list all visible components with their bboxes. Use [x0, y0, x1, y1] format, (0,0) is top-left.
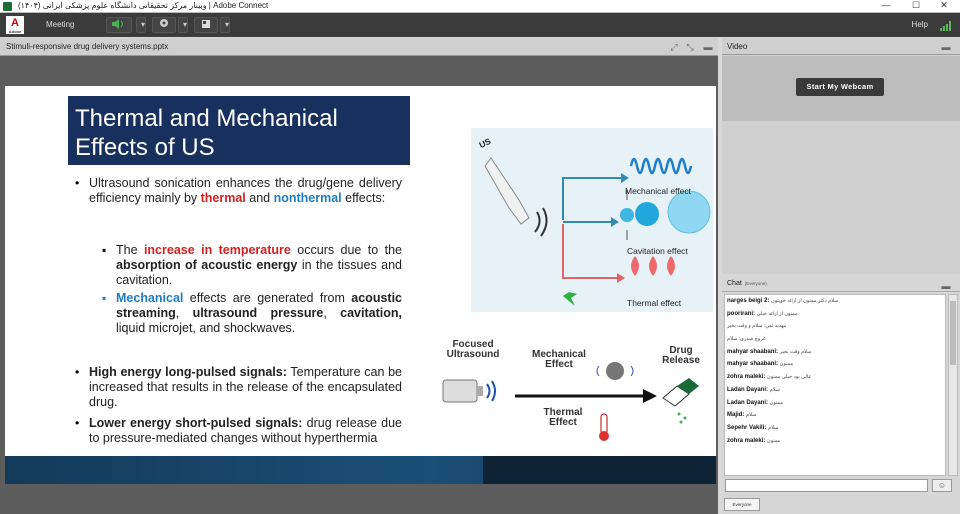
status-dropdown[interactable]: ▾: [220, 17, 230, 33]
chat-pod-title: Chat: [727, 280, 742, 287]
connection-signal-icon: [940, 21, 952, 31]
chat-text: سلام: [746, 412, 757, 419]
chat-message: [725, 308, 945, 321]
video-pod-header: [722, 38, 960, 55]
video-pod: [722, 38, 960, 274]
status-icon: [199, 18, 213, 30]
chat-message: [725, 346, 945, 359]
pod-options-icon[interactable]: ▬: [941, 42, 951, 52]
ultrasound-effects-illustration: [471, 128, 713, 312]
chat-message: [725, 358, 945, 371]
presentation-slide: [5, 86, 716, 484]
chat-sender: Ladan Dayani:: [727, 386, 769, 393]
app-icon: [3, 2, 12, 11]
chat-message: [725, 435, 945, 448]
chat-sender: Majid:: [727, 412, 745, 419]
chat-text: سلام وقت بخیر: [779, 348, 812, 355]
chat-text: ممنون: [779, 361, 794, 368]
chat-text: ممنون: [769, 399, 784, 406]
chat-message: [725, 422, 945, 435]
speaker-icon: [111, 18, 127, 30]
meeting-menu[interactable]: Meeting: [46, 20, 75, 29]
chat-scrollbar-thumb[interactable]: [950, 301, 956, 365]
chat-text: سلام: [768, 424, 779, 431]
chat-scrollbar[interactable]: [948, 294, 958, 476]
emoticon-button[interactable]: ☺: [932, 479, 952, 492]
video-empty-area: [722, 121, 960, 274]
slide-paragraph-5: Lower energy short-pulsed signals: drug release due to pressure-mediated changes without hyperthermia: [89, 416, 403, 445]
fullscreen-icon[interactable]: ⤢: [670, 42, 678, 52]
chat-sender: mahyar shaabani:: [727, 361, 779, 368]
share-stage: [0, 56, 718, 514]
video-pod-title: Video: [727, 42, 748, 51]
webcam-toggle-button[interactable]: [152, 17, 176, 33]
slide-paragraph-2: The increase in temperature occurs due to the absorption of acoustic energy in the tissues and cavitation.: [116, 243, 402, 287]
chat-message: [725, 409, 945, 422]
slide-footer-band: [5, 456, 716, 484]
adobe-logo-icon: A Adobe: [6, 16, 24, 34]
video-area: [722, 56, 960, 121]
webcam-icon: [157, 18, 171, 30]
fig1-cavitation-label: Cavitation effect: [627, 246, 688, 256]
fig2-drug-label: Drug Release: [662, 345, 700, 366]
slide-footer-dark: [483, 456, 716, 484]
share-pod: [0, 38, 718, 514]
chat-sender: zohra maleki:: [727, 374, 766, 381]
window-titlebar: [0, 0, 960, 13]
chat-sender: Ladan Dayani:: [727, 399, 769, 406]
pod-options-icon[interactable]: ▬: [941, 281, 951, 291]
minimize-button[interactable]: —: [881, 0, 891, 10]
chat-message: [725, 320, 945, 333]
share-pod-title: Stimuli-responsive drug delivery systems.pptx: [6, 42, 169, 51]
chat-sender: Sepehr Vakili:: [727, 424, 767, 431]
slide-title-line2: Effects of US: [75, 134, 215, 161]
chat-sender: zohra maleki:: [727, 437, 766, 444]
webcam-dropdown[interactable]: ▾: [178, 17, 188, 33]
meeting-menubar: [0, 13, 960, 37]
chat-text: ممنون از ارائه خیلی: [756, 310, 798, 317]
bullet-square: ▪: [102, 291, 107, 305]
raise-hand-button[interactable]: [194, 17, 218, 33]
speaker-button[interactable]: [106, 17, 132, 33]
speaker-dropdown[interactable]: ▾: [136, 17, 146, 33]
share-pod-header: [0, 38, 718, 56]
bullet-square: ▪: [102, 243, 107, 257]
slide-title: [68, 96, 410, 165]
chat-text: مهدیه ثمن: سلام و وقت بخیر: [727, 323, 787, 330]
chat-message: [725, 371, 945, 384]
slide-paragraph-4: High energy long-pulsed signals: Temperature can be increased that results in the release of the encapsulated drug.: [89, 365, 402, 409]
chat-text: سلام دکتر ممنون از ارائه خوبتون: [771, 298, 839, 304]
chat-message: [725, 333, 945, 346]
chat-text: سلام: [769, 386, 780, 393]
ultrasound-effects-figure: [471, 128, 713, 312]
pod-options-icon[interactable]: ▬: [703, 42, 713, 52]
maximize-button[interactable]: ☐: [911, 0, 921, 10]
chat-tab-everyone[interactable]: Everyone: [724, 498, 760, 511]
drug-release-figure: [435, 336, 715, 454]
chat-sender: narges beigi 2:: [727, 298, 770, 304]
fig2-focused-label: Focused Ultrasound: [446, 339, 500, 360]
fig1-thermal-label: Thermal effect: [627, 298, 682, 308]
bullet-dot: •: [75, 176, 80, 190]
chat-message: [725, 397, 945, 410]
chat-pod-subtitle: (Everyone): [744, 281, 767, 286]
window-title: وبینار مرکز تحقیقاتی دانشگاه علوم پزشکی ایرانی (۱۴۰۴) | Adobe Connect: [18, 1, 269, 10]
bullet-dot: •: [75, 416, 80, 430]
start-webcam-button[interactable]: Start My Webcam: [796, 78, 884, 96]
bullet-dot: •: [75, 365, 80, 379]
slide-title-line1: Thermal and Mechanical: [75, 105, 338, 132]
chat-message: [725, 295, 945, 308]
fit-width-icon[interactable]: ⤡: [686, 42, 694, 52]
chat-input[interactable]: [725, 479, 928, 492]
help-menu[interactable]: Help: [911, 20, 928, 29]
chat-sender: mahyar shaabani:: [727, 348, 779, 355]
chat-pod: [722, 277, 960, 514]
fig2-mechanical-label: Mechanical Effect: [532, 349, 586, 370]
chat-sender: poorirani:: [727, 310, 755, 317]
chat-text: عروج صدری: سلام: [727, 336, 767, 343]
chat-message-list: [724, 294, 946, 476]
chat-pod-header: [722, 277, 960, 292]
slide-paragraph-1: Ultrasound sonication enhances the drug/gene delivery efficiency mainly by thermal and nonthermal effects:: [89, 176, 402, 205]
fig2-thermal-label: Thermal Effect: [543, 407, 583, 428]
slide-paragraph-3: Mechanical effects are generated from acoustic streaming, ultrasound pressure, cavitation, liquid microjet, and shockwaves.: [116, 291, 402, 335]
close-button[interactable]: ✕: [940, 0, 948, 10]
chat-text: ممنون: [767, 437, 781, 444]
fig1-mechanical-label: Mechanical effect: [625, 186, 691, 196]
chat-message: [725, 384, 945, 397]
chat-text: عالی بود خیلی ممنون: [767, 374, 812, 381]
fig1-us-label: US: [477, 135, 493, 151]
